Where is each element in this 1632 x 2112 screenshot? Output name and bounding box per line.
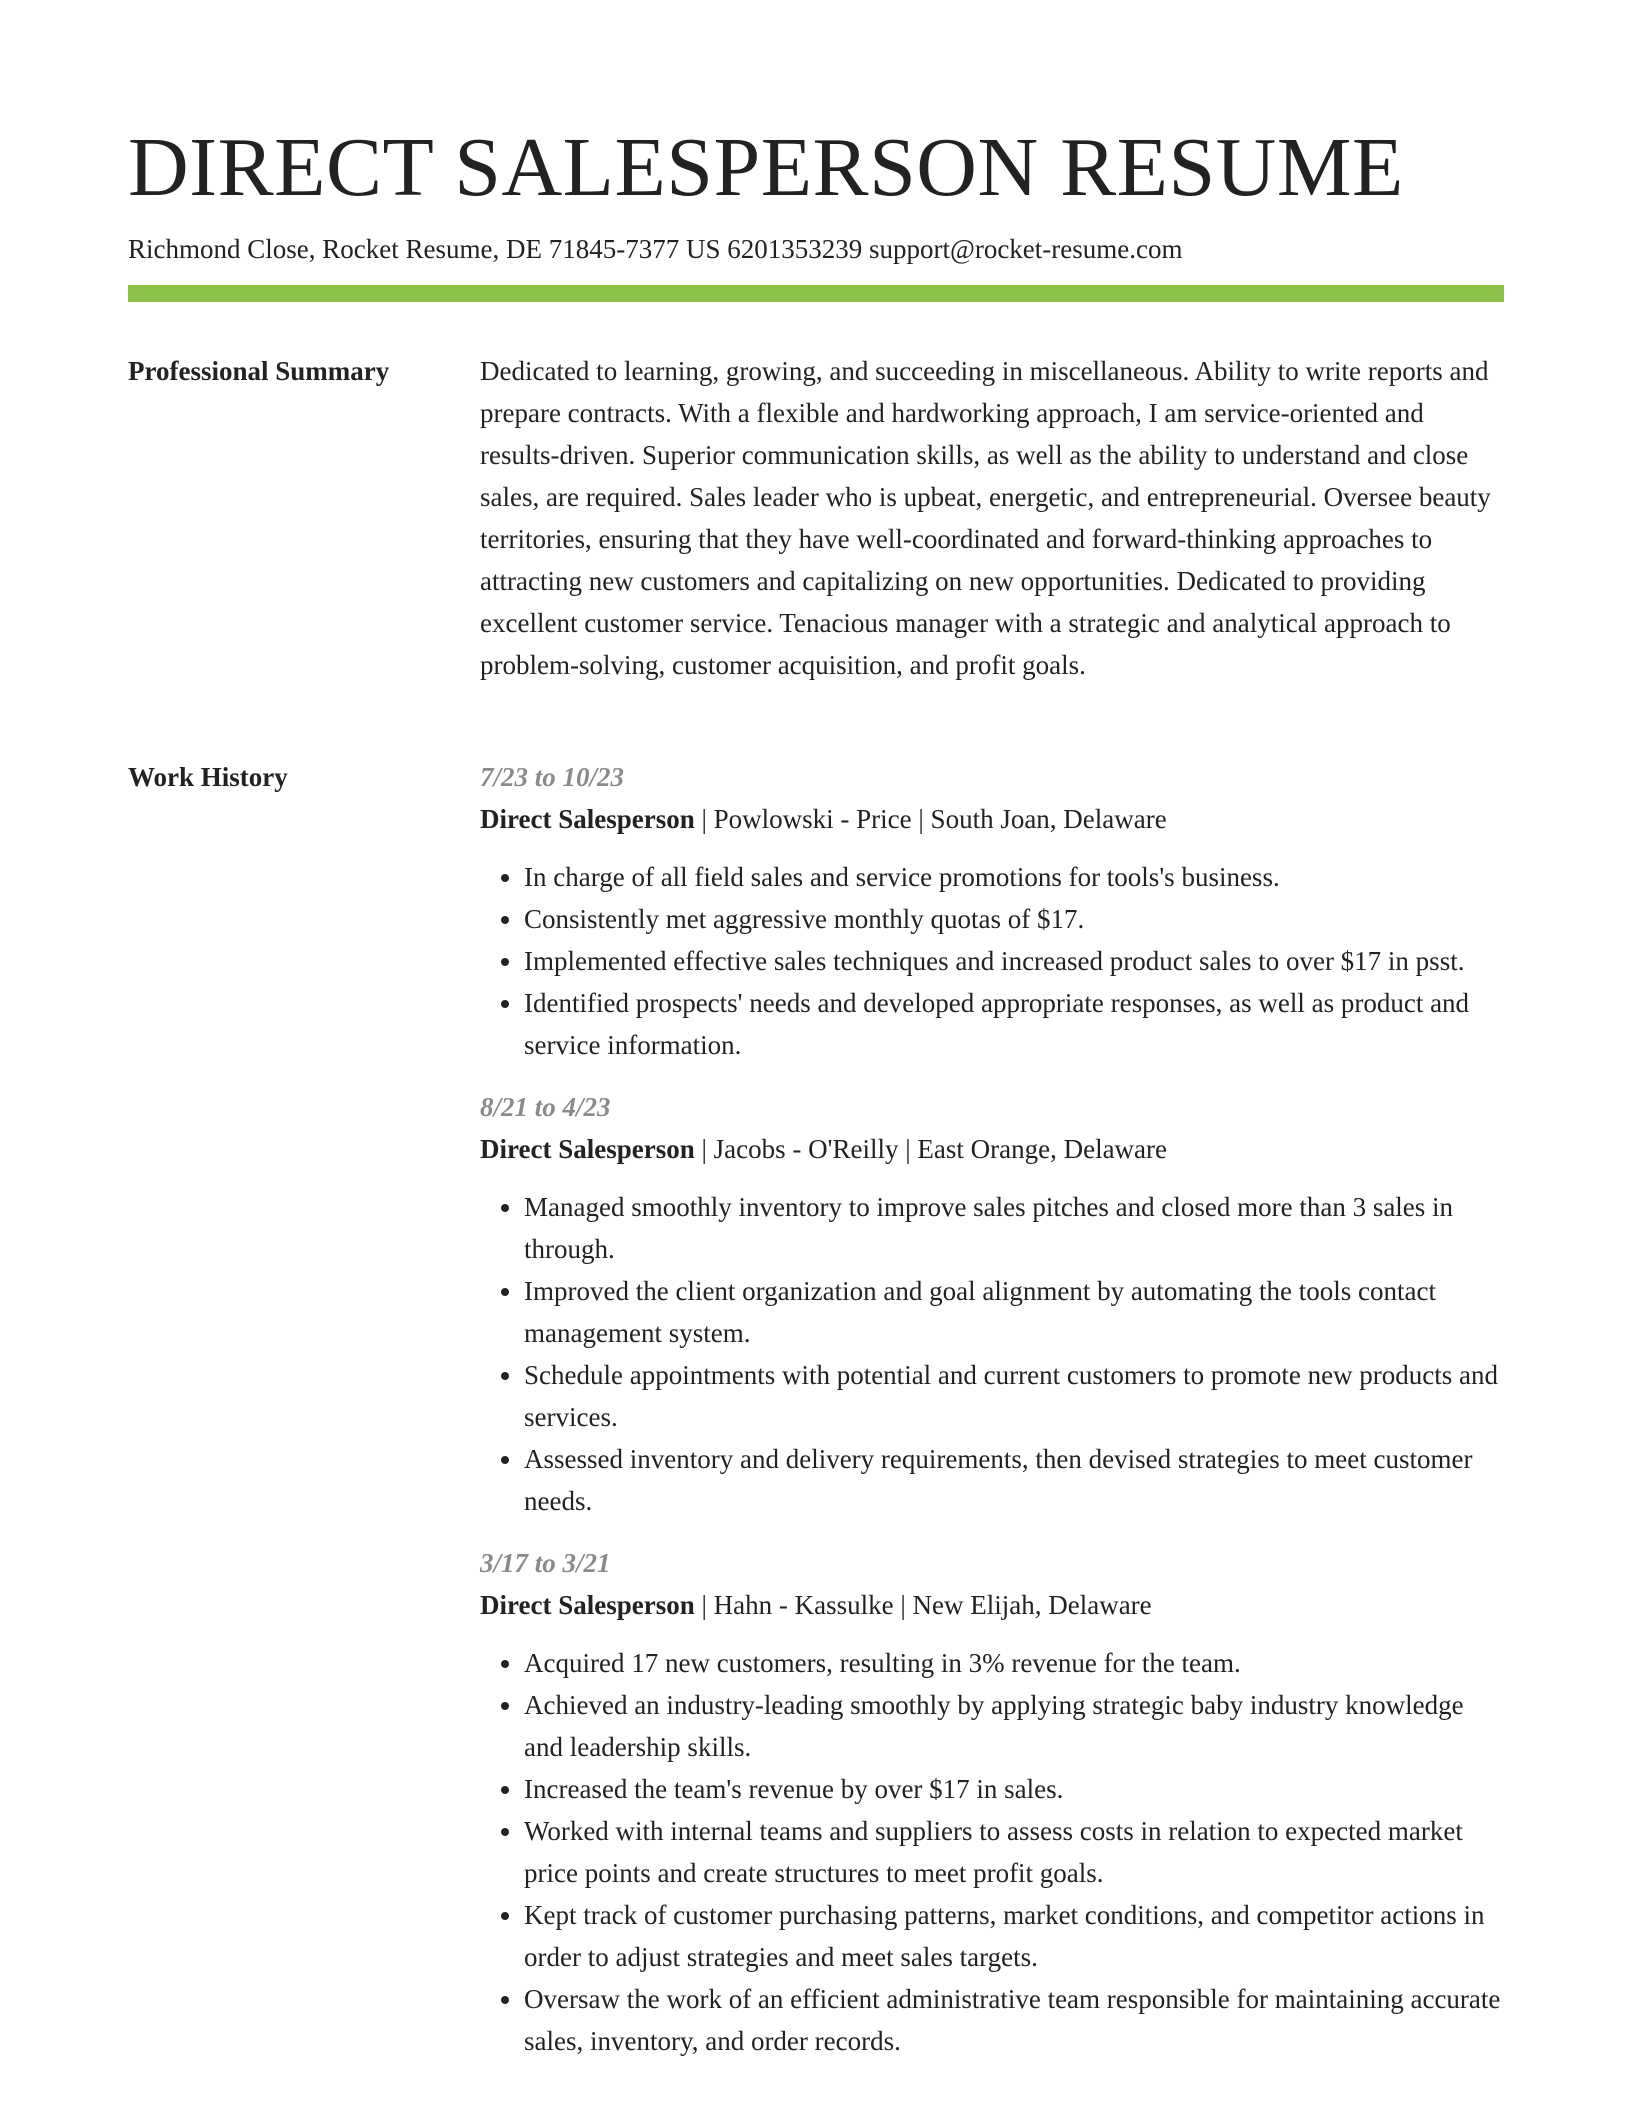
job-bullet-list — [480, 1186, 1504, 1522]
job-company: Powlowski - Price — [713, 804, 912, 834]
job-separator: | — [893, 1590, 913, 1620]
work-history-list — [480, 756, 1504, 2082]
job-dates: 7/23 to 10/23 — [480, 762, 625, 792]
contact-info: Richmond Close, Rocket Resume, DE 71845-7377 US 6201353239 support@rocket-resume.com — [128, 234, 1183, 264]
job-bullet: • Achieved an industry-leading smoothly by applying strategic baby industry knowledge and leadership skills. — [524, 1684, 1504, 1768]
section-label-professional-summary: Professional Summary — [128, 356, 390, 386]
job-separator: | — [694, 1590, 714, 1620]
professional-summary-body — [480, 350, 1504, 686]
job-bullet: • Worked with internal teams and suppliers to assess costs in relation to expected market price points and create structures to meet profit goals. — [524, 1810, 1504, 1894]
job-title: Direct Salesperson — [480, 1590, 695, 1620]
job-title: Direct Salesperson — [480, 1134, 695, 1164]
job-heading — [480, 798, 1504, 840]
job-dates: 8/21 to 4/23 — [480, 1092, 611, 1122]
job-company: Hahn - Kassulke — [713, 1590, 894, 1620]
job-company: Jacobs - O'Reilly — [713, 1134, 899, 1164]
professional-summary-text: Dedicated to learning, growing, and succeeding in miscellaneous. Ability to write reports and prepare contracts. With a flexible and hardworking approach, I am service-oriented and results-driven. Superior communication skills, as well as the ability to understand and close sales, are required. Sales leader who is upbeat, energetic, and entrepreneurial. Oversee beauty territories, ensuring that they have well-coordinated and forward-thinking approaches to attracting new customers and capitalizing on new opportunities. Dedicated to providing excellent customer service. Tenacious manager with a strategic and analytical approach to problem-solving, customer acquisition, and profit goals. — [480, 356, 1491, 680]
job-bullet: • Improved the client organization and goal alignment by automating the tools contact management system. — [524, 1270, 1504, 1354]
job-entry — [480, 756, 1504, 1066]
job-bullet-list — [480, 856, 1504, 1066]
job-separator: | — [694, 804, 714, 834]
job-separator: | — [898, 1134, 918, 1164]
job-dates: 3/17 to 3/21 — [480, 1548, 611, 1578]
job-location: South Joan, Delaware — [930, 804, 1167, 834]
job-separator: | — [911, 804, 931, 834]
job-separator: | — [694, 1134, 714, 1164]
job-bullet: • Oversaw the work of an efficient administrative team responsible for maintaining accurate sales, inventory, and order records. — [524, 1978, 1504, 2062]
section-label-work-history: Work History — [128, 762, 288, 792]
job-bullet: • Schedule appointments with potential and current customers to promote new products and services. — [524, 1354, 1504, 1438]
job-bullet: • Assessed inventory and delivery requirements, then devised strategies to meet customer needs. — [524, 1438, 1504, 1522]
job-location: East Orange, Delaware — [917, 1134, 1168, 1164]
job-bullet: • Identified prospects' needs and developed appropriate responses, as well as product and service information. — [524, 982, 1504, 1066]
job-bullet: • Implemented effective sales techniques and increased product sales to over $17 in psst. — [524, 940, 1504, 982]
job-heading — [480, 1128, 1504, 1170]
header-accent-rule — [128, 285, 1504, 302]
job-entry — [480, 1086, 1504, 1522]
job-entry — [480, 1542, 1504, 2062]
job-bullet: • Consistently met aggressive monthly quotas of $17. — [524, 898, 1504, 940]
page-title: DIRECT SALESPERSON RESUME — [128, 121, 1404, 214]
job-title: Direct Salesperson — [480, 804, 695, 834]
job-heading — [480, 1584, 1504, 1626]
job-bullet: • Increased the team's revenue by over $17 in sales. — [524, 1768, 1504, 1810]
job-location: New Elijah, Delaware — [912, 1590, 1152, 1620]
job-bullet: • Managed smoothly inventory to improve sales pitches and closed more than 3 sales in through. — [524, 1186, 1504, 1270]
job-bullet: • In charge of all field sales and service promotions for tools's business. — [524, 856, 1504, 898]
job-bullet: • Kept track of customer purchasing patterns, market conditions, and competitor actions in order to adjust strategies and meet sales targets. — [524, 1894, 1504, 1978]
job-bullet: • Acquired 17 new customers, resulting in 3% revenue for the team. — [524, 1642, 1504, 1684]
job-bullet-list — [480, 1642, 1504, 2062]
